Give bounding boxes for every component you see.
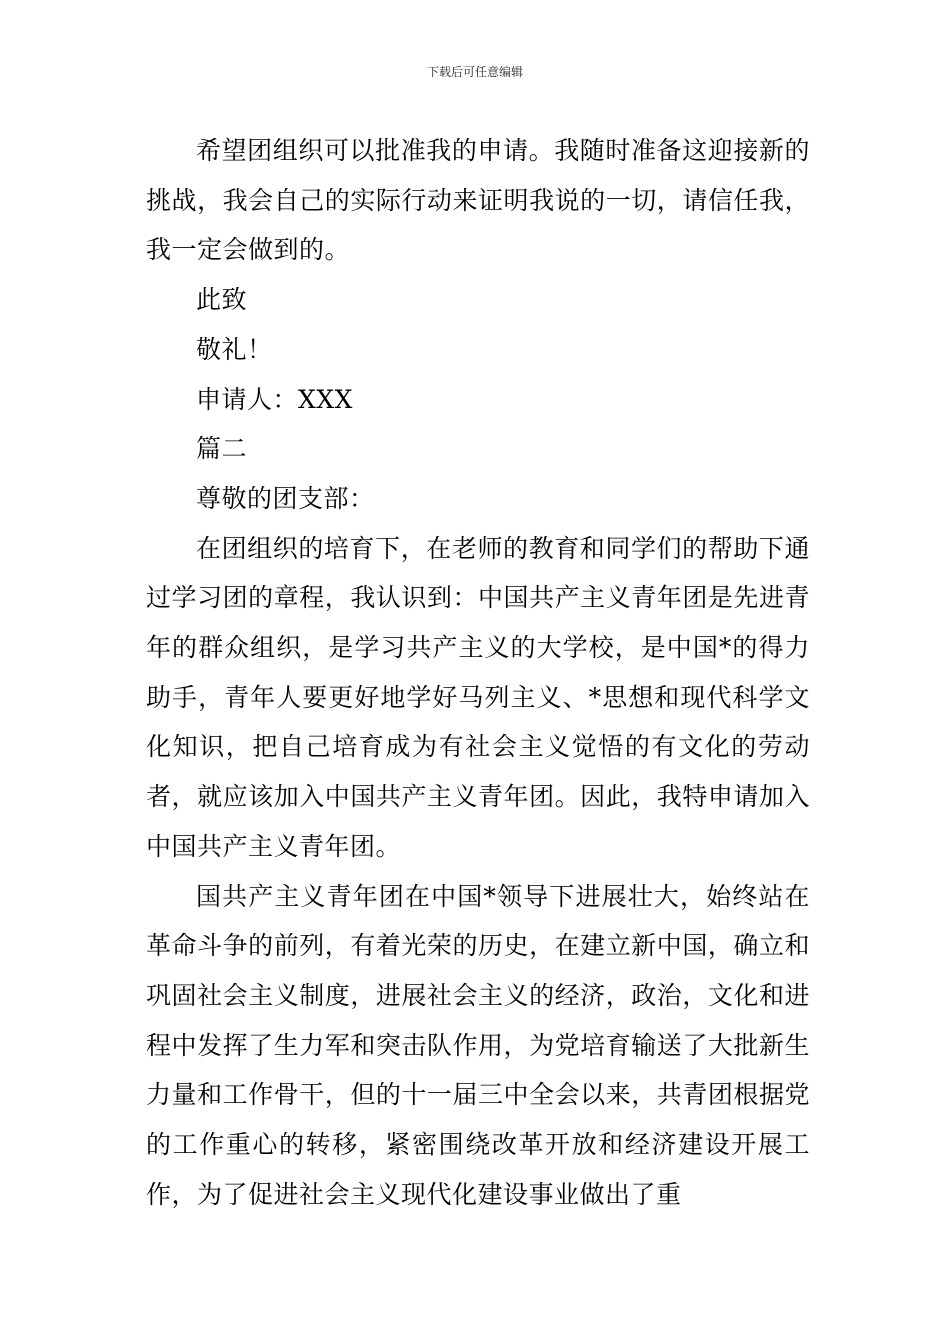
page-header-caption: 下载后可任意编辑 [426,65,523,79]
salutation-cizhi: 此致 [196,285,248,315]
salutation-jingli: 敬礼！ [196,334,273,364]
letter-greeting: 尊敬的团支部： [196,483,375,513]
section-heading-part-two: 篇二 [196,434,248,464]
paragraph-league-history: 国共产主义青年团在中国*领导下进展壮大，始终站在革命斗争的前列，有着光荣的历史，在建立新中国，确立和巩固社会主义制度，进展社会主义的经济，政治，文化和进程中发挥了生力军和突击队作用，为党培育输送了大批新生力量和工作骨干，但的十一届三中全会以来，共青团根据党的工作重心的转移，紧密围绕改革开放和经济建设开展工作，为了促进社会主义现代化建设事业做出了重 [146,881,810,1209]
applicant-signature: 申请人：XXX [196,384,353,414]
paragraph-closing-request: 希望团组织可以批准我的申请。我随时准备这迎接新的挑战，我会自己的实际行动来证明我说的一切，请信任我，我一定会做到的。 [146,136,810,265]
paragraph-understanding: 在团组织的培育下，在老师的教育和同学们的帮助下通过学习团的章程，我认识到：中国共产主义青年团是先进青年的群众组织，是学习共产主义的大学校，是中国*的得力助手，青年人要更好地学好马列主义、*思想和现代科学文化知识，把自己培育成为有社会主义觉悟的有文化的劳动者，就应该加入中国共产主义青年团。因此，我特申请加入中国共产主义青年团。 [146,533,810,861]
document-body [146,126,810,1219]
